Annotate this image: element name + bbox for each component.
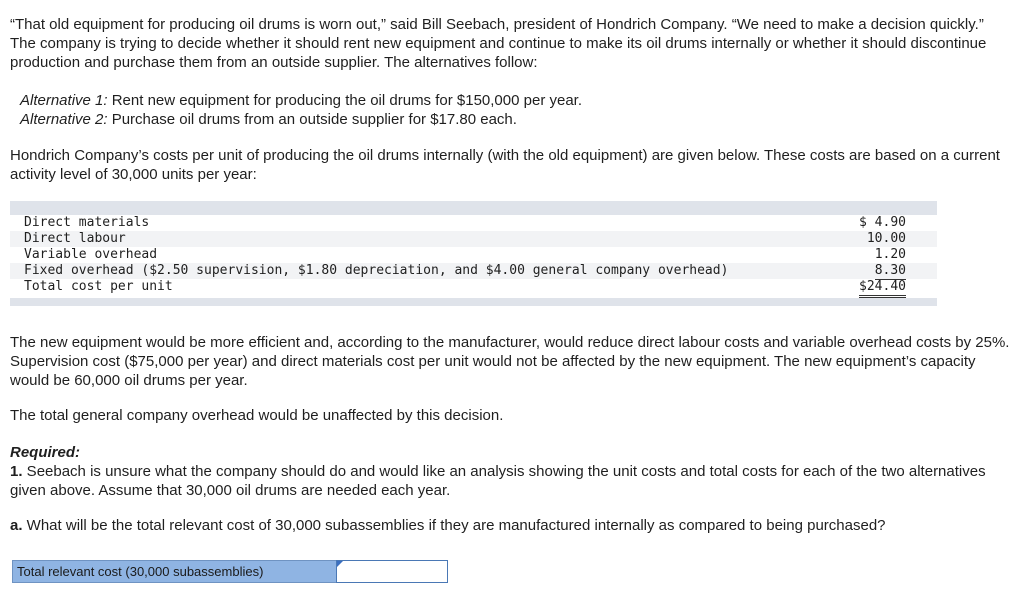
- total-relevant-cost-input[interactable]: [336, 560, 448, 583]
- cost-label: Variable overhead: [24, 247, 158, 262]
- alternative-1-label: Alternative 1:: [20, 92, 108, 109]
- unit-cost-table: [10, 201, 937, 306]
- cost-amount-total: $24.40: [859, 279, 906, 298]
- cost-label: Fixed overhead ($2.50 supervision, $1.80 depreciation, and $4.00 general company overhead): [24, 263, 729, 278]
- input-marker-icon: [337, 561, 343, 567]
- alternative-2-label: Alternative 2:: [20, 111, 108, 128]
- question-1-number: 1.: [10, 463, 23, 480]
- cost-amount: 1.20: [874, 247, 906, 262]
- question-a-number: a.: [10, 517, 23, 534]
- table-row: [10, 215, 937, 231]
- new-equipment-paragraph: The new equipment would be more efficient and, according to the manufacturer, would reduce direct labour costs and variable overhead costs by 25%. Supervision cost ($75,000 per year) and direct materials cost per unit would not be affected by the new equipment. The new equipment’s capacity would be 60,000 oil drums per year.: [10, 334, 1010, 389]
- table-row: [10, 263, 937, 279]
- question-a-text: What will be the total relevant cost of 30,000 subassemblies if they are manufactured internally as compared to being purchased?: [22, 517, 886, 534]
- intro-paragraph: “That old equipment for producing oil drums is worn out,” said Bill Seebach, president of Hondrich Company. “We need to make a decision quickly.” The company is trying to decide whether it should rent new equipment and continue to make its oil drums internally or whether it should discontinue production and purchase them from an outside supplier. The alternatives follow:: [10, 16, 987, 71]
- cost-amount: 10.00: [866, 231, 906, 246]
- cost-amount: $ 4.90: [859, 215, 906, 230]
- alternative-2-text: Purchase oil drums from an outside supplier for $17.80 each.: [107, 111, 517, 128]
- answer-label: Total relevant cost (30,000 subassemblies): [12, 560, 340, 583]
- alternative-1-text: Rent new equipment for producing the oil drums for $150,000 per year.: [107, 92, 582, 109]
- table-top-band: [10, 201, 937, 215]
- table-bottom-band: [10, 298, 937, 306]
- question-1-text: Seebach is unsure what the company should do and would like an analysis showing the unit costs and total costs for each of the two alternatives given above. Assume that 30,000 oil drums are needed each year.: [10, 463, 986, 499]
- question-a: [10, 516, 1010, 535]
- cost-label: Direct materials: [24, 215, 150, 230]
- cost-label: Direct labour: [24, 231, 126, 246]
- required-heading: Required:: [10, 444, 81, 461]
- table-row: [10, 247, 937, 263]
- required-section: [10, 443, 1010, 500]
- costs-intro-paragraph: Hondrich Company’s costs per unit of producing the oil drums internally (with the old equipment) are given below. These costs are based on a current activity level of 30,000 units per year:: [10, 147, 1000, 183]
- cost-label: Total cost per unit: [24, 279, 173, 294]
- alternative-2: [20, 110, 1010, 129]
- table-row: [10, 231, 937, 247]
- alternative-1: [20, 91, 1010, 110]
- cost-amount: 8.30: [874, 263, 906, 278]
- overhead-note: The total general company overhead would be unaffected by this decision.: [10, 407, 504, 424]
- alternatives-list: [20, 91, 1010, 129]
- question-1: [10, 462, 1010, 500]
- table-row-total: [10, 279, 937, 295]
